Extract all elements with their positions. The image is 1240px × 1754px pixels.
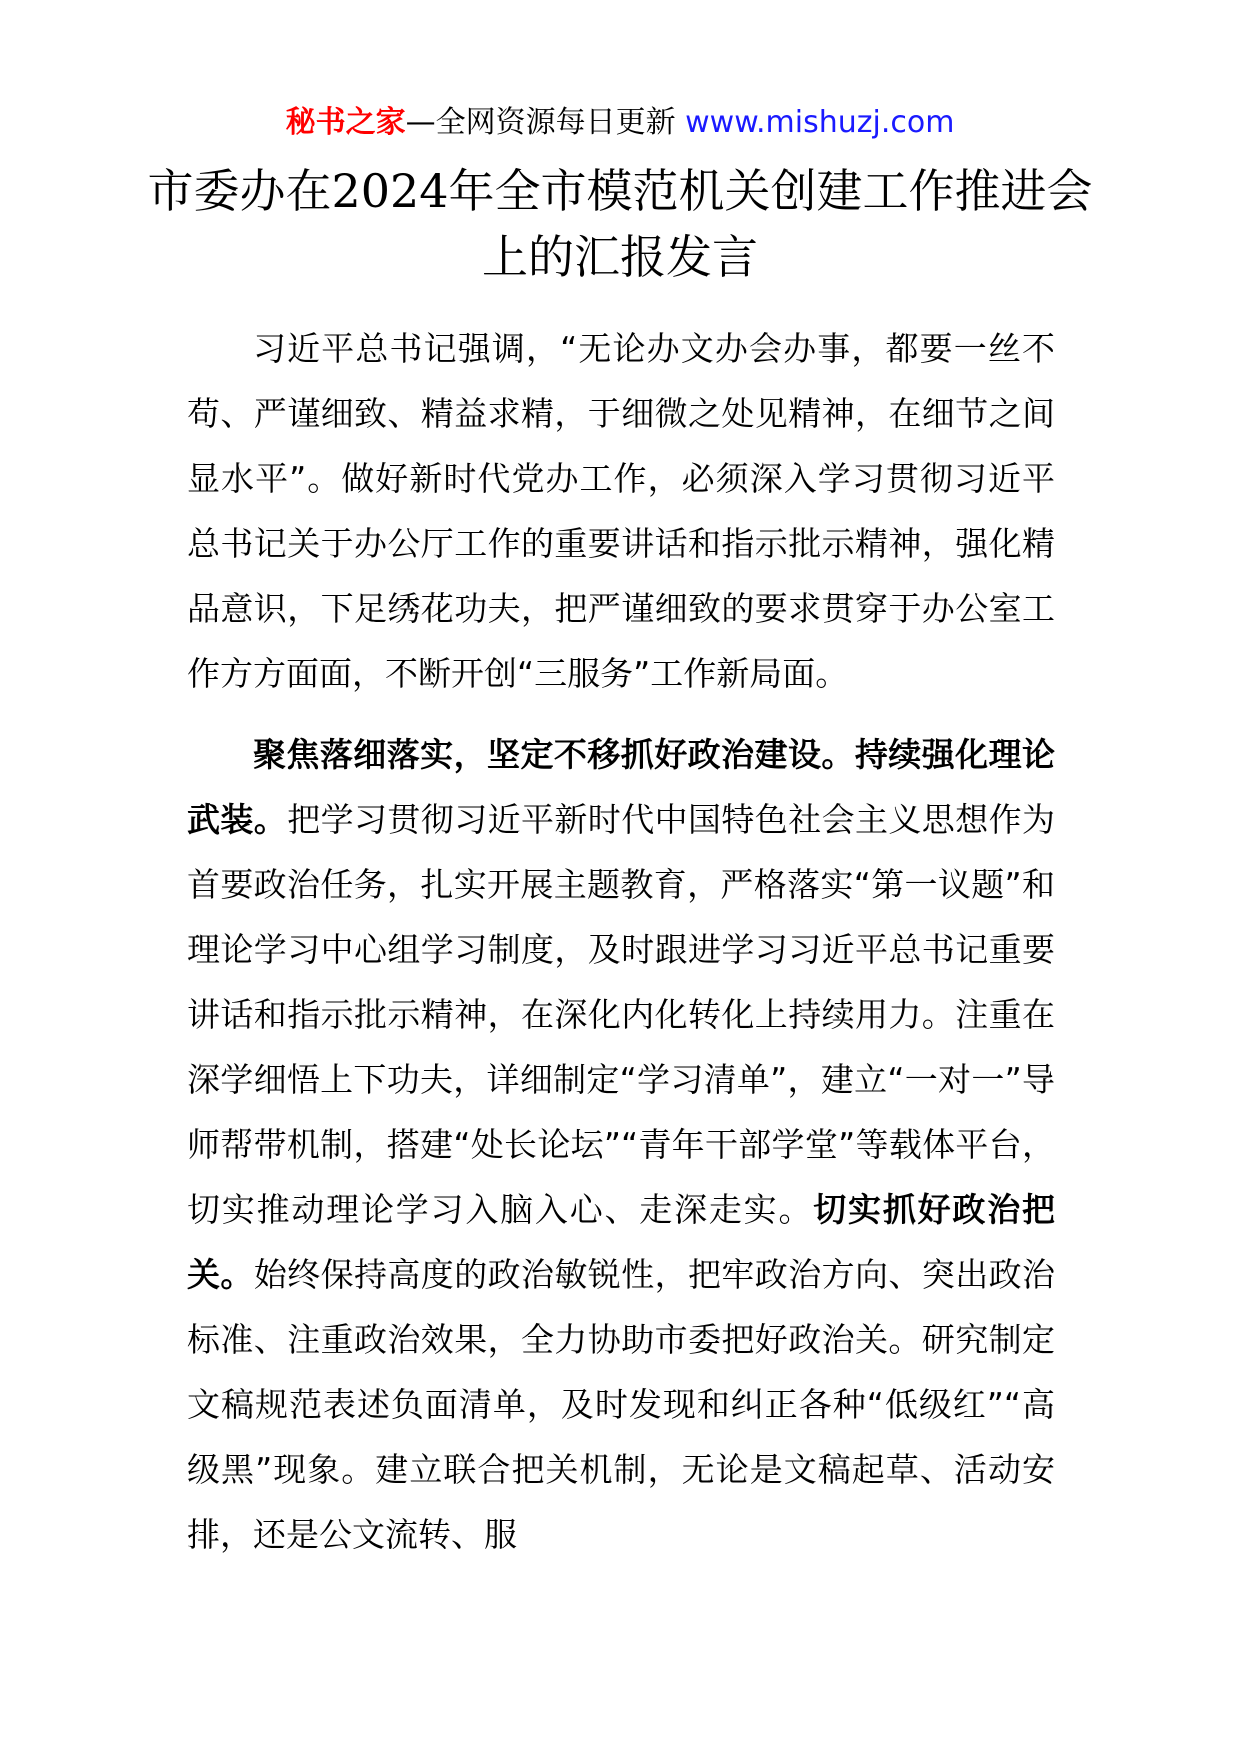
section-text-1: 把学习贯彻习近平新时代中国特色社会主义思想作为首要政治任务，扎实开展主题教育，严格落实“第一议题”和理论学习中心组学习制度，及时跟进学习习近平总书记重要讲话和指示批示精神，在深化内化转化上持续用力。注重在深学细悟上下功夫，详细制定“学习清单”，建立“一对一”导师帮带机制，搭建“处长论坛”“青年干部学堂”等载体平台，切实推动理论学习入脑入心、走深走实。: [187, 800, 1056, 1229]
section-heading: 聚焦落细落实，坚定不移抓好政治建设。持续强化理论武装。: [187, 735, 1055, 839]
paragraph-intro: 习近平总书记强调，“无论办文办会办事，都要一丝不苟、严谨细致、精益求精，于细微之处见精神，在细节之间显水平”。做好新时代党办工作，必须深入学习贯彻习近平总书记关于办公厅工作的重要讲话和指示批示精神，强化精品意识，下足绣花功夫，把严谨细致的要求贯穿于办公室工作方方面面，不断开创“三服务”工作新局面。: [187, 329, 1055, 693]
header-slogan: —全网资源每日更新: [405, 105, 686, 140]
section-subheading: 切实抓好政治把关。: [187, 1190, 1056, 1294]
document-title: [130, 158, 1110, 290]
site-url-link[interactable]: www.mishuzj.com: [685, 105, 955, 140]
paragraph-political-building: [187, 722, 1055, 1567]
title-part-2: 年全市模范机关创建工作推进会上的汇报发言: [448, 164, 1093, 284]
brand-name: 秘书之家: [285, 105, 406, 140]
section-text-2: 始终保持高度的政治敏锐性，把牢政治方向、突出政治标准、注重政治效果，全力协助市委把好政治关。研究制定文稿规范表述负面清单，及时发现和纠正各种“低级红”“高级黑”现象。建立联合把关机制，无论是文稿起草、活动安排，还是公文流转、服: [187, 1255, 1056, 1554]
document-body: [187, 316, 1055, 1567]
title-part-1: 市委办在: [147, 164, 332, 218]
site-header-banner: [0, 98, 1240, 148]
title-year: 2024: [331, 164, 449, 218]
